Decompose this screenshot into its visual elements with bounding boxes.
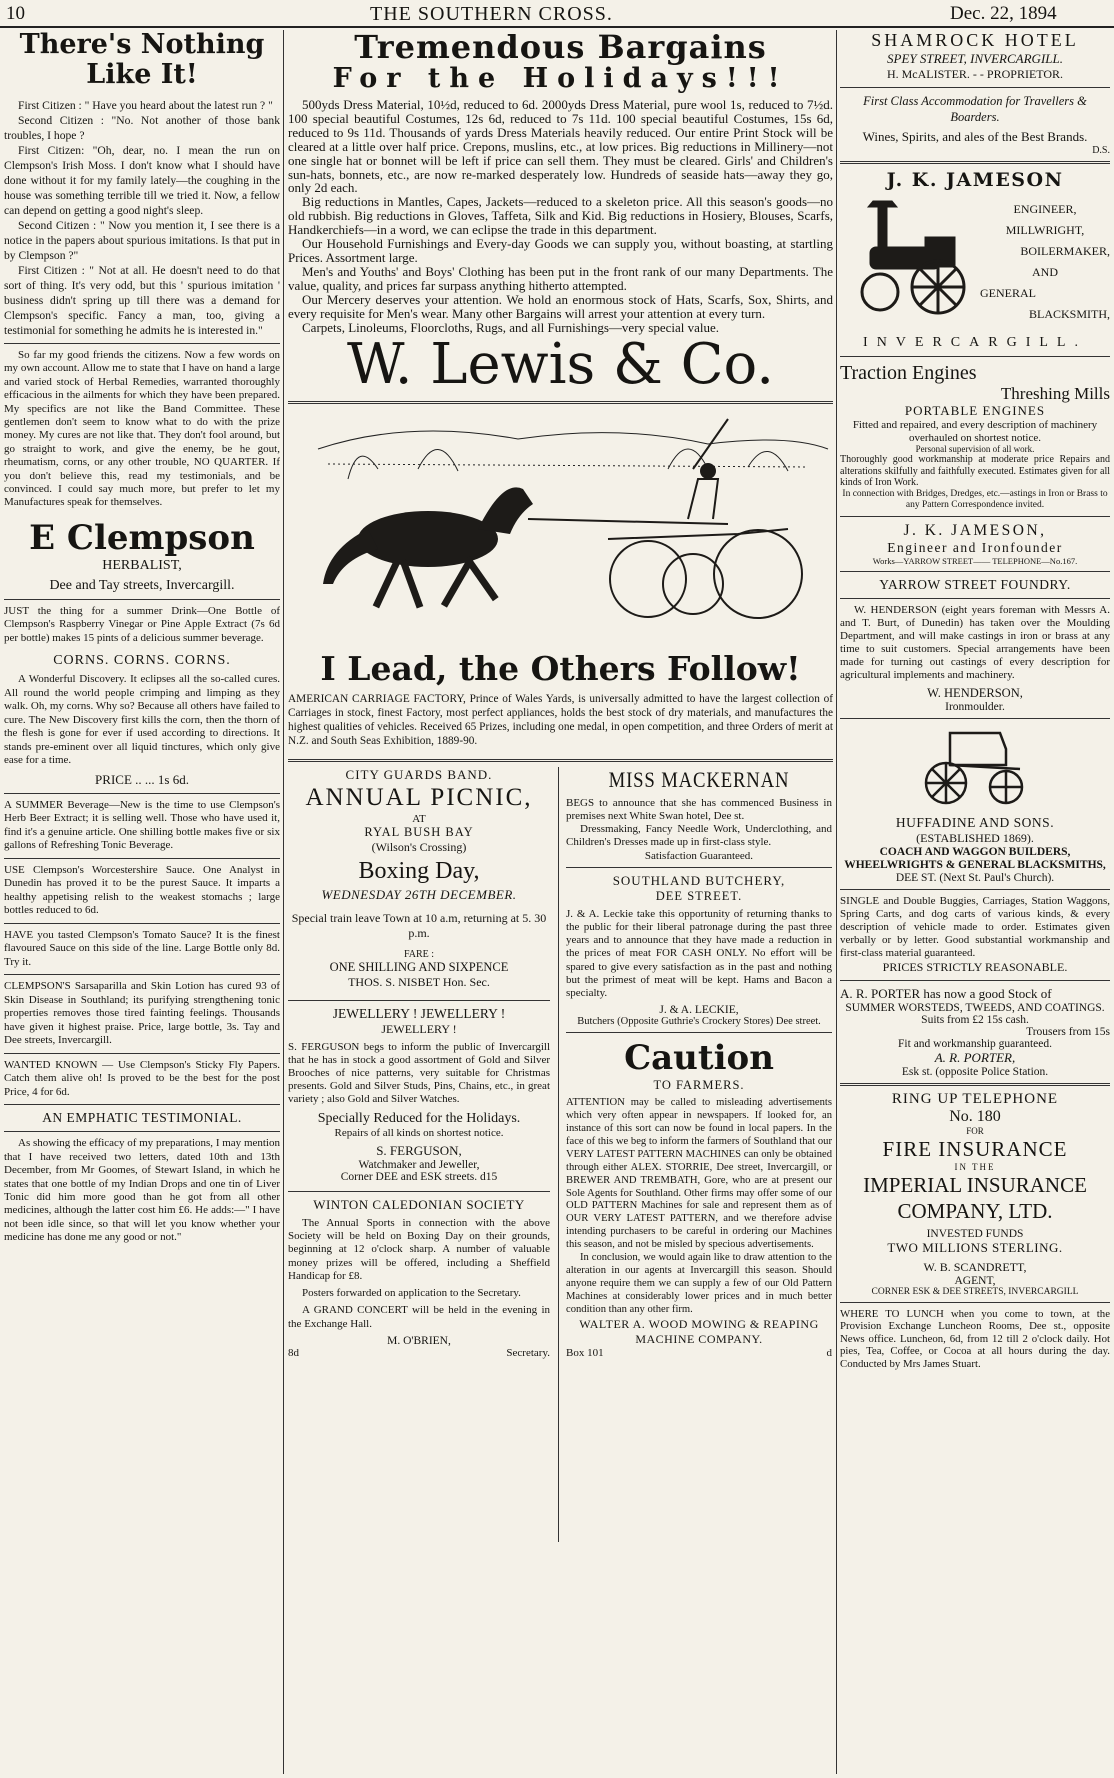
bargain-paragraph: 500yds Dress Material, 10½d, reduced to 6d. 2000yds Dress Material, pure wool 1s, reduced to 7½d. 100 special beautiful Costumes, 12s 6d, reduced to 7s 11d. 100 special beautiful Costumes, 15s 6d, reduced to 9s 11d. Thousands of yards Dress Materials heavily reduced. Our entire Print Stock will be cleared at a little over half price. Crepons, muslins, etc., at low prices. Big reductions in Millinery—not one single hat or bonnet will be left if price can sell them. They must be cleared. Girls' and Children's sun-hats, bonnets, etc., are now re-marked desperately low. Hundreds of seaside hats—away they go, only 2d each. [288,97,833,196]
shamrock-accommodation: First Class Accommodation for Travellers & Boarders. [863,94,1087,124]
corns-heading: CORNS. CORNS. CORNS. [53,653,231,669]
caution-heading: Caution [624,1038,774,1079]
buggies-text: SINGLE and Double Buggies, Carriages, Station Waggons, Spring Carts, and dog carts of various kinds, & every description of vehicle made to order. Estimates given verbally or by letter. Good substantial workmanship and first-class material guaranteed. [840,894,1110,959]
invested-funds: INVESTED FUNDS [926,1227,1024,1240]
dialogue-line: Second Citizen : "No. Not another of those bank troubles, I hope ? [4,114,280,142]
porter-fit: Fit and workmanship guaranteed. [898,1037,1052,1050]
traction-heading: Traction Engines [840,362,977,384]
mackernan-satisfaction: Satisfaction Guaranteed. [644,849,754,862]
fitted-text: Fitted and repaired, and every description of machinery overhauled on shortest notice. [852,419,1098,444]
butchery-street: DEE STREET. [655,888,743,903]
clempson-address: Dee and Tay streets, Invercargill. [49,577,235,593]
corns-paragraph: A Wonderful Discovery. It eclipses all the so-called cures. All round the world people crimping and limping as they walk. Oh, my corns. Why so? Because all others have failed to cure. The New Discovery first kills the corn, then the thorn of the flesh is gone for ever if used according to directions. It stands pre-eminent over all liquid tinctures, which only give ease for a time. [4,673,280,767]
bridges-text: In connection with Bridges, Dredges, etc.—astings in Iron or Brass to any Pattern Correspondence invited. [842,488,1108,510]
bargain-body [288,98,833,334]
jewellery-name: S. FERGUSON, [376,1142,462,1158]
bargain-subtitle: For the Holidays!!! [332,63,789,94]
huffadine-dee: DEE ST. (Next St. Paul's Church). [895,871,1055,884]
jewellery-heading: JEWELLERY ! JEWELLERY ! [332,1005,506,1021]
porter-esk: Esk st. (opposite Police Station. [901,1065,1049,1078]
jameson-name-2: J. K. JAMESON, [903,521,1047,539]
fire-insurance-heading: FIRE INSURANCE [882,1136,1068,1161]
bargain-paragraph: Big reductions in Mantles, Capes, Jackets—reduced to a skeleton price. All this season's goods—no old rubbish. Big reductions in Gloves, Taffeta, Silk and Kid. Big reductions in Hosiery, Blouses, Scarfs, Handkerchiefs—in a word, we can eclipse the trade in this department. [288,194,833,238]
winton-concert: A GRAND CONCERT will be held in the evening in the Exchange Hall. [288,1304,550,1330]
huffadine-established: (ESTABLISHED 1869). [916,830,1034,845]
shamrock-heading: SHAMROCK HOTEL [871,30,1079,50]
jameson-engineer: Engineer and Ironfounder [887,539,1063,555]
trade-item: MILLWRIGHT, [1005,223,1085,237]
scandrett-corner: CORNER ESK & DEE STREETS, INVERCARGILL [871,1286,1079,1297]
ironmoulder-label: Ironmoulder. [945,700,1005,713]
mackernan-body: BEGS to announce that she has commenced Business in premises next White Swan hotel, Dee st. [566,796,832,822]
buggy-illustration [840,725,1110,815]
jewellery-corner: Corner DEE and ESK streets. d15 [340,1170,498,1183]
jameson-works: Works—YARROW STREET—— TELEPHONE—No.167. [872,555,1078,566]
horse-carriage-icon [288,409,833,649]
caution-code: d [826,1346,832,1359]
huffadine-heading: HUFFADINE AND SONS. [895,814,1055,830]
right-subcolumn [566,767,832,1359]
threshing-heading: Threshing Mills [1000,384,1110,403]
mackernan-heading: MISS MACKERNAN [608,766,790,792]
insurance-in-the: IN THE [954,1161,996,1172]
scandrett-name: W. B. SCANDRETT, [923,1259,1027,1274]
jewellery-special: Specially Reduced for the Holidays. [317,1110,521,1126]
picnic-place: RYAL BUSH BAY [364,824,474,839]
dialogue-line: Second Citizen : " Now you mention it, I see there is a notice in the papers about spurious imitations. Is that put in by Clempson ?" [4,219,280,262]
imperial-heading: IMPERIAL INSURANCE [863,1172,1087,1197]
dialogue-line: First Citizen : " Have you heard about the latest run ? " [18,99,273,112]
two-millions: TWO MILLIONS STERLING. [887,1239,1063,1255]
picnic-boxing-day: Boxing Day, [358,857,480,884]
jewellery-trade: Watchmaker and Jeweller, [358,1158,480,1171]
buggies-prices: PRICES STRICTLY REASONABLE. [882,959,1068,974]
clempson-name: E Clempson [29,517,255,558]
caution-body: ATTENTION may be called to misleading advertisements which very often appear in newspapers. If looked for, an instance of this sort can now be found in local papers. In the face of this we beg to inform the farmers of Southland that our VERY LATEST PATTERN MACHINES can only be obtained through either ALEX. STORRIE, Dee street, Invercargill, or BREWER AND TREMBATH, Gore, who are at present our Sole Agents for Southland. Other firms may offer some of our OLD PATTERN Machines for sale and represent them as of OUR VERY LATEST PATTERN, and we therefore advise intending purchasers to be careful in ordering our Machines this season, and not be misled by specious advertisements. [566,1097,832,1251]
carriage-illustration [288,409,833,649]
column-3 [840,30,1110,1774]
herb-beer-ad: A SUMMER Beverage—New is the time to use Clempson's Herb Beer Extract; it is selling well. Those who have used it, find it's a genuine article. One shilling bottle makes five or six gallons of Refreshing Tonic Beverage. [4,798,280,852]
mackernan-body2: Dressmaking, Fancy Needle Work, Underclothing, and Children's Dresses made up in first-class style. [566,823,832,849]
henderson-text: W. HENDERSON (eight years foreman with Messrs A. and T. Burt, of Dunedin) has taken over the Moulding Department, and will make castings in iron or brass at any time to suit customers. Special arrangements have been made for turning out castings of every description for agricultural implements and machinery. [840,603,1110,681]
huffadine-coach: COACH AND WAGGON BUILDERS, WHEELWRIGHTS & GENERAL BLACKSMITHS, [844,845,1106,871]
winton-secretary: Secretary. [506,1346,550,1359]
insurance-for: FOR [966,1125,984,1136]
column-2 [288,30,833,1774]
trade-item: GENERAL [980,286,1036,300]
winton-heading: WINTON CALEDONIAN SOCIETY [313,1196,525,1212]
henderson-sign: W. HENDERSON, [927,685,1023,700]
thorough-text: Thoroughly good workmanship at moderate price Repairs and alterations skilfully and faithfully executed. Estimates given for all kinds of Iron Work. [840,454,1110,488]
winton-posters: Posters forwarded on application to the Secretary. [302,1287,521,1300]
butchery-sub: Butchers (Opposite Guthrie's Crockery Stores) Dee street. [577,1016,821,1028]
masthead: THE SOUTHERN CROSS. [370,3,613,25]
page-number: 10 [6,3,25,24]
inner-column-rule [558,767,559,1542]
shamrock-wines: Wines, Spirits, and ales of the Best Brands. [862,129,1088,144]
jewellery-subheading: JEWELLERY ! [381,1021,457,1036]
trade-item: BLACKSMITH, [1028,307,1110,321]
winton-body: The Annual Sports in connection with the above Society will be held on Boxing Day on their grounds, beginning at 12 o'clock sharp. A number of valuable money prizes will be offered, including a Sheffield Handicap for £8. [288,1216,550,1282]
picnic-at: AT [412,812,426,825]
butchery-sign: J. & A. LECKIE, [659,1004,739,1017]
issue-date: Dec. 22, 1894 [950,3,1057,24]
nothing-title-line1: There's Nothing [19,30,265,60]
picnic-fare: ONE SHILLING AND SIXPENCE [329,959,509,974]
butchery-body: J. & A. Leckie take this opportunity of returning thanks to the public for their liberal patronage during the past three years and to announce that they have made a reduction in the prices of meat FOR CASH ONLY. No effort will be spared to give every satisfaction as in the past and nothing but the primest of meat will be kept. Hams and Bacon a specialty. [566,907,832,999]
jameson-block [840,191,1110,341]
shamrock-street: SPEY STREET, INVERCARGILL. [887,51,1063,66]
winton-code: 8d [288,1346,299,1359]
jameson-trades [980,199,1110,325]
bargain-paragraph: Men's and Youths' and Boys' Clothing has been put in the front rank of our many Departments. The value, quality, and prices far surpass anything hitherto attempted. [288,263,833,293]
company-heading: COMPANY, LTD. [897,1198,1053,1223]
dialogue [4,98,280,338]
picnic-fare-label: FARE : [403,948,435,960]
bargain-paragraph: Our Household Furnishings and Every-day Goods we can supply you, without boasting, at startling Prices. Assortment large. [288,236,833,265]
porter-sign: A. R. PORTER, [934,1049,1016,1065]
sarsaparilla-ad: CLEMPSON'S Sarsaparilla and Skin Lotion has cured 93 of Skin Disease in Southland; its purifying strengthening tonic properties removes those tired fainting feelings. Thousands have given it highest praise. Price, large bottle, 3s. Tay and Dee streets, Invercargill. [4,980,280,1047]
worcester-sauce-ad: USE Clempson's Worcestershire Sauce. One Analyst in Dunedin has proved it to be the purest Sauce. It imparts a healthy appetising relish to the weakest stomachs ; large bottles reduced to 6d. [4,863,280,917]
portable-heading: PORTABLE ENGINES [904,403,1046,418]
jameson-town: INVERCARGILL. [863,335,1087,350]
shamrock-proprietor: H. McALISTER. - - PROPRIETOR. [886,67,1064,81]
porter-suits: Suits from £2 15s cash. [921,1013,1029,1026]
testimonial-heading: AN EMPHATIC TESTIMONIAL. [42,1110,242,1126]
caution-footer [566,1347,832,1359]
winton-footer [288,1347,550,1359]
lunch-text: WHERE TO LUNCH when you come to town, at the Provision Exchange Luncheon Rooms, Dee st., opposite News office. Luncheon, 6d, from 12 till 2 o'clock daily. Hot pies, Tea, Coffee, or Cocoa at all hours during the day. Conducted by Mrs James Stuart. [840,1307,1110,1370]
personal-text: Personal supervision of all work. [915,444,1035,454]
lead-title: I Lead, the Others Follow! [320,649,801,689]
telephone-heading: RING UP TELEPHONE [891,1090,1059,1107]
shamrock-code: D.S. [1092,145,1110,156]
bargain-title: Tremendous Bargains [354,30,767,66]
dialogue-line: First Citizen : " Not at all. He doesn't need to do that sort of thing. It's very odd, but this ' spurious imitation ' business didn't spring up till there was a demand for Clempson's specific. Fancy a man, too, giving a testimonial for something he admits he is interested in." [4,264,280,337]
picnic-band: CITY GUARDS BAND. [345,766,493,782]
picnic-train: Special train leave Town at 10 a.m, returning at 5. 30 p.m. [291,910,547,940]
caution-sign: WALTER A. WOOD MOWING & REAPING MACHINE COMPANY. [579,1316,819,1346]
winton-sign: M. O'BRIEN, [387,1334,451,1347]
trade-item: BOILERMAKER, [1020,244,1110,258]
bargain-paragraph: Carpets, Linoleums, Floorcloths, Rugs, and all Furnishings—very special value. [302,319,720,335]
nothing-title [4,30,280,90]
bargain-paragraph: Our Mercery deserves your attention. We hold an enormous stock of Hats, Scarfs, Sox, Shirts, and every requisite for Men's wear. Many other Bargains will arrest your attention at every turn. [288,291,833,321]
nothing-title-line2: Like It! [86,59,198,90]
carriage-factory-ad: AMERICAN CARRIAGE FACTORY, Prince of Wales Yards, is universally admitted to have the largest collection of Carriages in stock, finest Factory, most perfect appliances, holds the best stock of dry materials, and manufactures the highest qualities of vehicles. Received 65 Prizes, including one medal, in open competition, and three Orders of merit at N.Z. and South Seas Exhibition, 1889-90. [288,693,833,747]
traction-engine-icon [840,197,980,327]
telephone-number: No. 180 [949,1107,1001,1125]
picnic-place-sub: (Wilson's Crossing) [371,839,467,854]
corns-price: PRICE .. ... 1s 6d. [95,771,189,787]
lower-ads-grid [288,767,833,1542]
butchery-heading: SOUTHLAND BUTCHERY, [612,872,786,888]
fly-papers-ad: WANTED KNOWN — Use Clempson's Sticky Fly Papers. Catch them alive oh! Is proved to be the best for the post Price, 4 for 6d. [4,1058,280,1098]
scandrett-agent: AGENT, [954,1274,996,1287]
jewellery-body: S. FERGUSON begs to inform the public of Invercargill that he has in stock a good assortment of Gold and Silver Brooches of nice patterns, very suitable for Christmas presents. Gold and Silver Studs, Pins, Chains, etc., in great variety ; also Gold and Silver Watches. [288,1040,550,1106]
tomato-sauce-ad: HAVE you tasted Clempson's Tomato Sauce? It is the finest flavoured Sauce on this side of the line. Large Bottle only 8d. Try it. [4,928,280,968]
jameson-heading: J. K. JAMESON [886,169,1064,191]
testimonial-body: As showing the efficacy of my preparations, I may mention that I have received two letters, dated 10th and 13th December, from Mr Goomes, of Stewart Island, in which he states that one bottle of my Indian Drops and one tin of Liver Tonic did him more good than he got from all other medicines, although the latter cost him £6. He adds:—" I have not been idle since, so that will let you know whether your medicine has done me any good or not." [4,1137,280,1244]
herbalist-label: HERBALIST, [102,557,182,573]
foundry-heading: YARROW STREET FOUNDRY. [879,576,1071,592]
page-header [0,0,1114,28]
left-subcolumn [288,767,550,1359]
caution-to: TO FARMERS. [653,1078,745,1093]
porter-intro: A. R. PORTER has now a good Stock of [840,985,1052,1001]
caution-box: Box 101 [566,1346,604,1359]
caution-body2: In conclusion, we would again like to draw attention to the alteration in our agents at Invercargill this season. Should anyone require them we can supply a few of our Old Pattern Machines at considerably lower prices and in much better condition than any other firm. [566,1252,832,1315]
lewis-name: W. Lewis & Co. [346,332,775,398]
picnic-title: ANNUAL PICNIC, [305,783,533,811]
buggy-icon [920,725,1030,807]
picnic-secretary: THOS. S. NISBET Hon. Sec. [348,974,490,989]
column-rule-2 [836,30,837,1774]
porter-summer: SUMMER WORSTEDS, TWEEDS, AND COATINGS. [845,1001,1105,1014]
trade-item: ENGINEER, [1013,202,1077,216]
picnic-date: WEDNESDAY 26TH DECEMBER. [321,886,517,902]
summer-drink-ad: JUST the thing for a summer Drink—One Bottle of Clempson's Raspberry Vinegar or Pine Apple Extract (7s 6d per bottle) makes 15 pints of a delicious summer beverage. [4,604,280,644]
so-far-paragraph: So far my good friends the citizens. Now a few words on my own account. Allow me to state that I have on hand a large and varied stock of Herbal Remedies, warranted thoroughly efficacious in the ailments for which they have been prepared. My specifics are not like the Band Committee. These gentlemen don't seem to know what to do with the prize money. My cures are not like that. They don't fool around, but go straight to work, and give the enemy, be he gout, rheumatism, corns, or any other trouble, NO QUARTER. If you don't believe this, read my testimonials, and be convinced. I could say much more, but prefer to let my Manufactures speak for themselves. [4,349,280,509]
dialogue-line: First Citizen: "Oh, dear, no. I mean the run on Clempson's Irish Moss. I don't know what I should have done without it for my family lately—the coughing in the house was something terrible till we tried it. Now, a fellow can depend on getting a good night's sleep. [4,144,280,217]
jewellery-repairs: Repairs of all kinds on shortest notice. [334,1126,504,1139]
column-rule-1 [283,30,284,1774]
trade-item: AND [1032,265,1058,279]
column-1 [4,30,280,1774]
porter-trousers: Trousers from 15s [1026,1025,1110,1038]
